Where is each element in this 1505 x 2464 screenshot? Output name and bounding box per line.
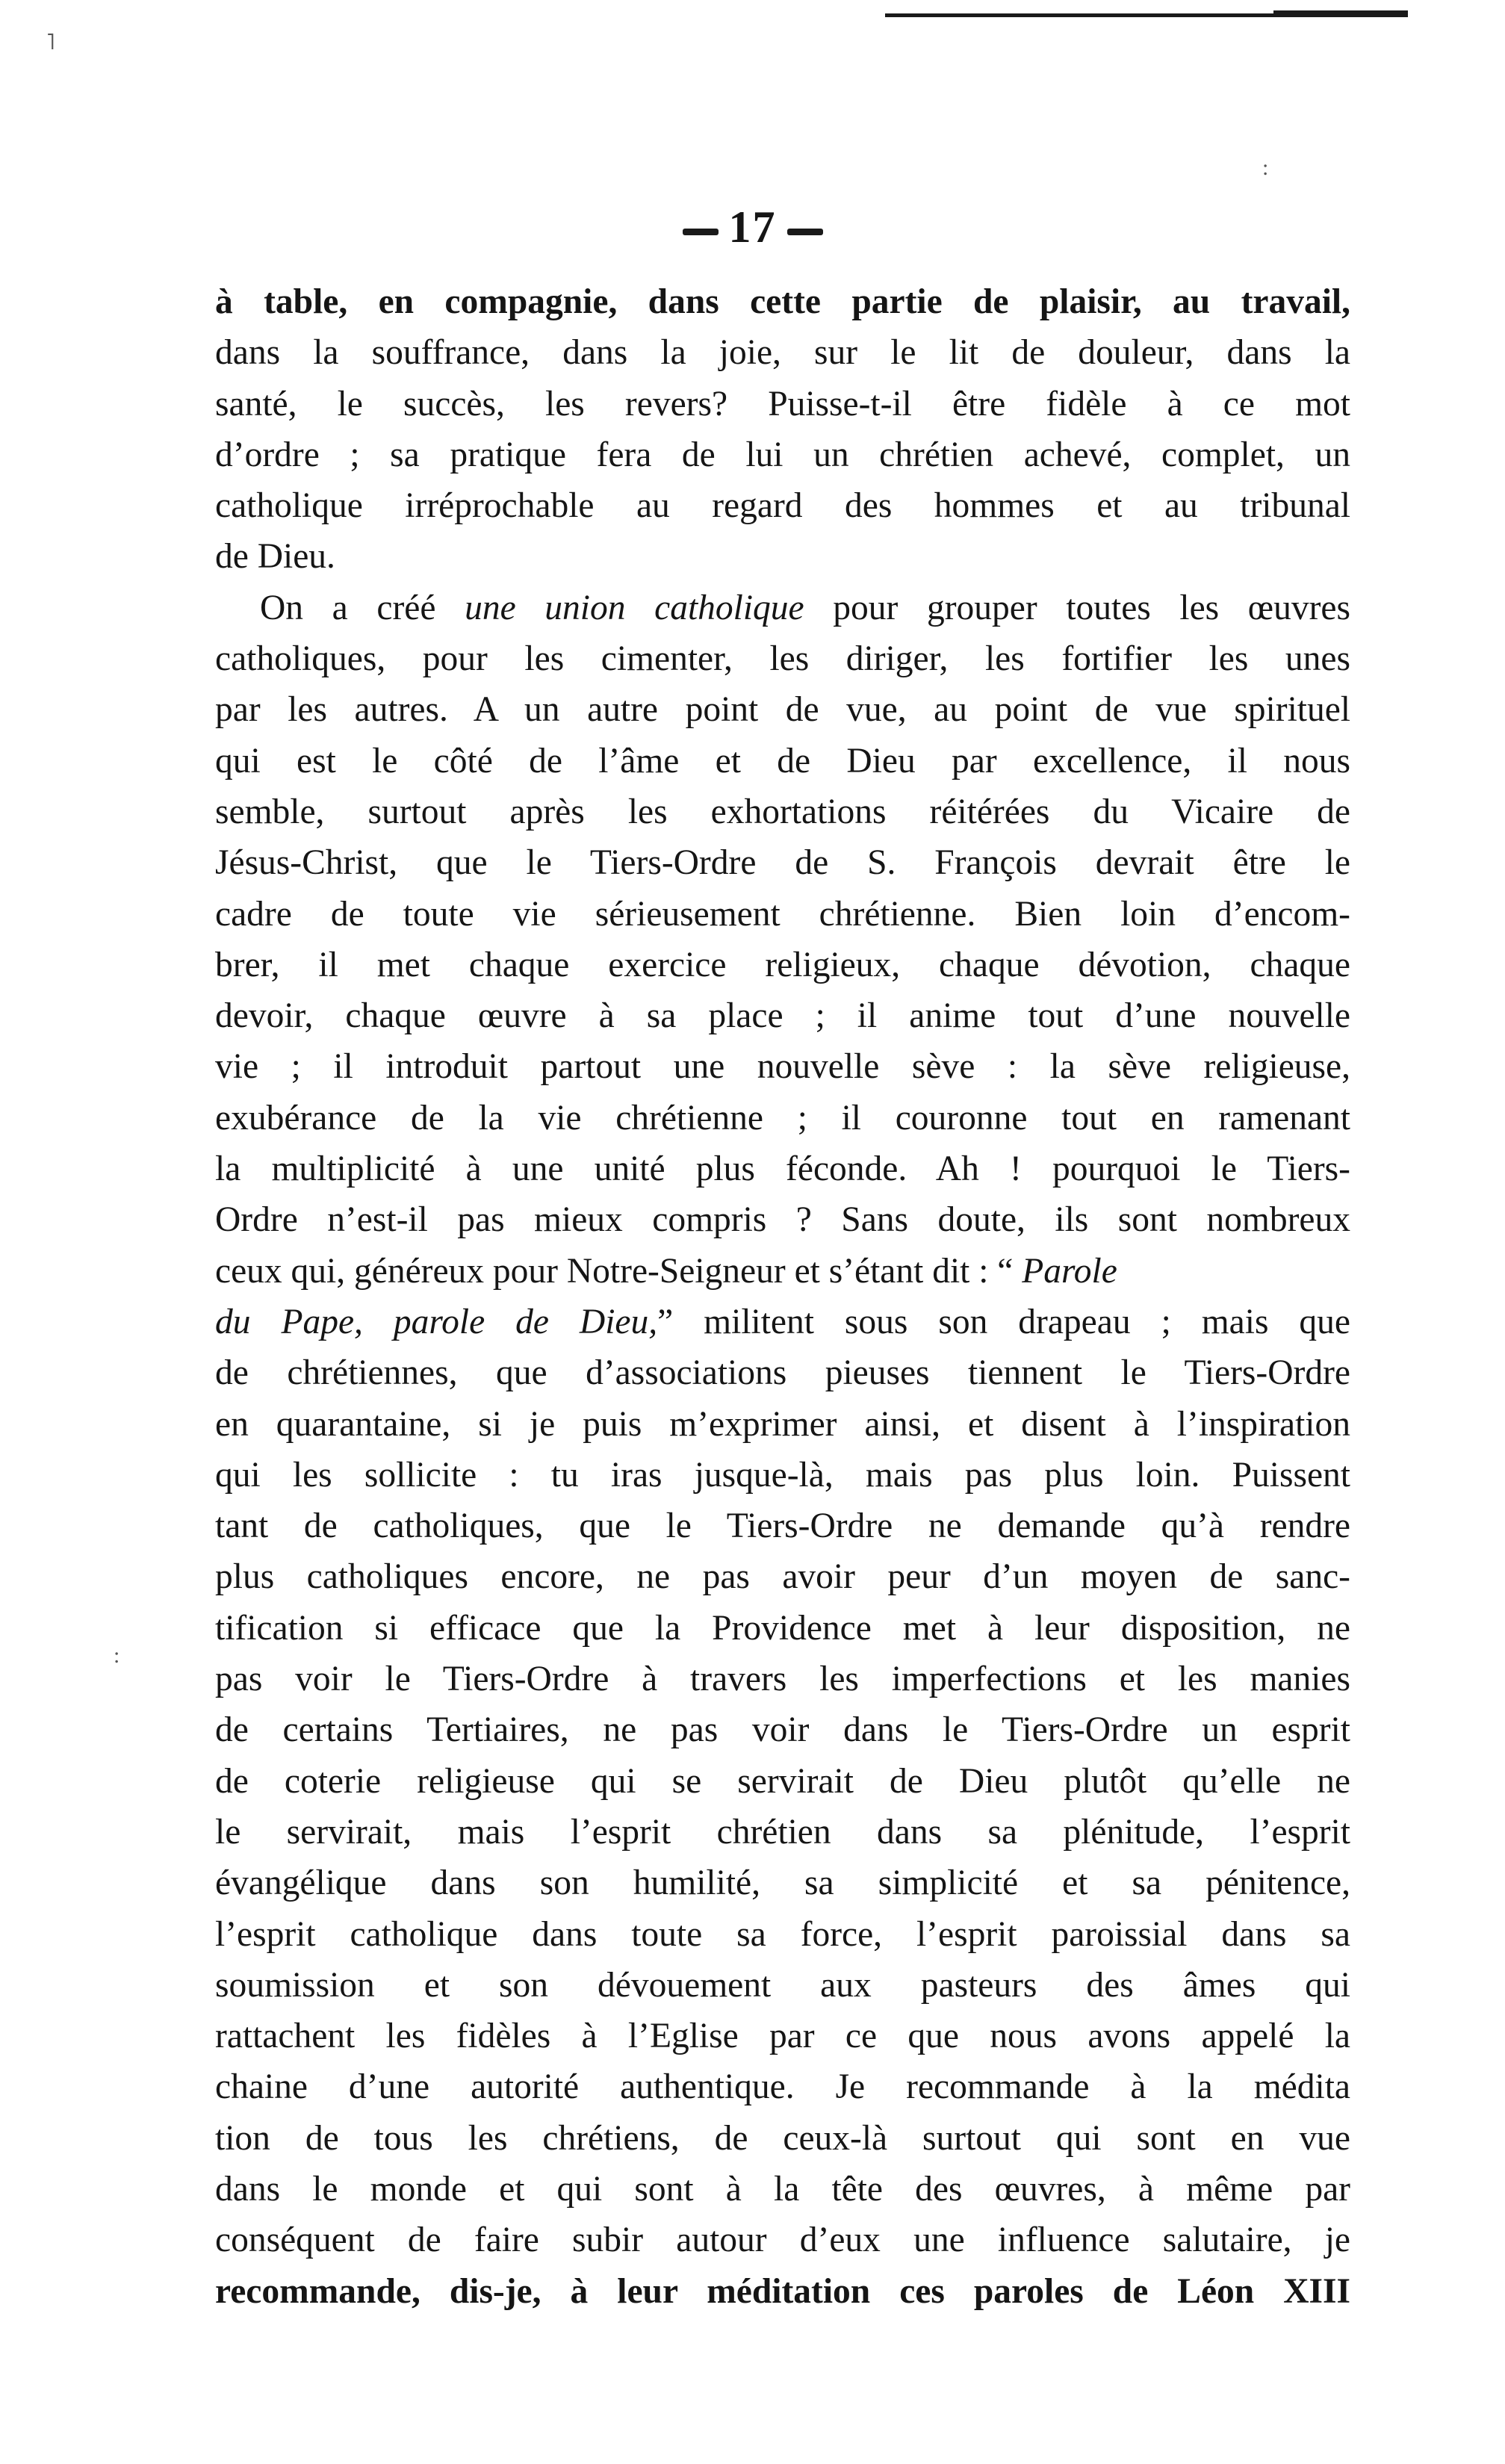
text-line bbox=[215, 1399, 1350, 1450]
margin-mark-top-right: : bbox=[1262, 155, 1269, 180]
line-text: recommande, dis-je, à leur méditation ces paroles de Léon XIII bbox=[215, 2271, 1350, 2311]
line-text: vie ; il introduit partout une nouvelle sève : la sève religieuse, bbox=[215, 1047, 1350, 1087]
text-line bbox=[215, 1347, 1350, 1398]
text-line bbox=[215, 583, 1350, 633]
line-text: plus catholiques encore, ne pas avoir peur d’un moyen de sanc- bbox=[215, 1557, 1350, 1597]
text-line bbox=[215, 276, 1350, 327]
line-text: évangélique dans son humilité, sa simplicité et sa pénitence, bbox=[215, 1863, 1350, 1903]
line-text: qui les sollicite : tu iras jusque-là, mais pas plus loin. Puissent bbox=[215, 1455, 1350, 1495]
line-text: Jésus-Christ, que le Tiers-Ordre de S. François devrait être le bbox=[215, 843, 1350, 883]
line-text: de Dieu. bbox=[215, 537, 335, 577]
text-line bbox=[215, 2164, 1350, 2215]
text-line bbox=[215, 1501, 1350, 1551]
line-text-italic: du Pape, parole de Dieu, bbox=[215, 1302, 658, 1341]
text-line bbox=[215, 940, 1350, 990]
line-text: de coterie religieuse qui se servirait de Dieu plutôt qu’elle ne bbox=[215, 1761, 1350, 1801]
line-text: pour grouper toutes les œuvres bbox=[804, 588, 1350, 627]
line-text: exubérance de la vie chrétienne ; il couronne tout en ramenant bbox=[215, 1098, 1350, 1138]
text-line bbox=[215, 1603, 1350, 1654]
line-text: catholiques, pour les cimenter, les diriger, les fortifier les unes bbox=[215, 639, 1350, 679]
line-text: dans la souffrance, dans la joie, sur le lit de douleur, dans la bbox=[215, 333, 1350, 373]
text-line bbox=[215, 2113, 1350, 2164]
text-line bbox=[215, 1858, 1350, 1908]
line-text: catholique irréprochable au regard des hommes et au tribunal bbox=[215, 486, 1350, 526]
text-line bbox=[215, 1194, 1350, 1245]
text-line bbox=[215, 736, 1350, 786]
text-line bbox=[215, 1756, 1350, 1807]
line-text: de certains Tertiaires, ne pas voir dans le Tiers-Ordre un esprit bbox=[215, 1710, 1350, 1750]
line-text: cadre de toute vie sérieusement chrétienne. Bien loin d’encom- bbox=[215, 894, 1350, 934]
text-line bbox=[215, 1093, 1350, 1143]
line-text: chaine d’une autorité authentique. Je recommande à la médita bbox=[215, 2067, 1350, 2107]
line-text-italic: Parole bbox=[1022, 1251, 1117, 1291]
line-text: rattachent les fidèles à l’Eglise par ce que nous avons appelé la bbox=[215, 2017, 1350, 2056]
line-text: conséquent de faire subir autour d’eux une influence salutaire, je bbox=[215, 2221, 1350, 2260]
top-scan-rule bbox=[885, 13, 1408, 17]
text-line bbox=[215, 684, 1350, 735]
line-text: pas voir le Tiers-Ordre à travers les imperfections et les manies bbox=[215, 1660, 1350, 1699]
text-line bbox=[215, 1551, 1350, 1602]
text-line bbox=[215, 379, 1350, 429]
line-text-italic: une union catholique bbox=[465, 588, 804, 627]
body-text bbox=[215, 276, 1350, 2317]
line-text: tion de tous les chrétiens, de ceux-là surtout qui sont en vue bbox=[215, 2118, 1350, 2158]
line-text: l’esprit catholique dans toute sa force, l’esprit paroissial dans sa bbox=[215, 1914, 1350, 1954]
text-line bbox=[215, 2215, 1350, 2265]
text-line bbox=[215, 1909, 1350, 1960]
text-line bbox=[215, 1654, 1350, 1704]
line-text: ” militent sous son drapeau ; mais que bbox=[657, 1302, 1350, 1341]
text-line bbox=[215, 786, 1350, 837]
page-number: 17 bbox=[728, 202, 777, 252]
margin-mark-left: : bbox=[114, 1643, 120, 1668]
text-line bbox=[215, 1807, 1350, 1858]
line-text: devoir, chaque œuvre à sa place ; il anime tout d’une nouvelle bbox=[215, 996, 1350, 1036]
header-ornament-right bbox=[787, 229, 823, 235]
line-text: tant de catholiques, que le Tiers-Ordre ne demande qu’à rendre bbox=[215, 1506, 1350, 1546]
line-text: santé, le succès, les revers? Puisse-t-il être fidèle à ce mot bbox=[215, 384, 1350, 423]
text-line bbox=[215, 990, 1350, 1041]
line-text: à table, en compagnie, dans cette partie de plaisir, au travail, bbox=[215, 282, 1350, 321]
text-line bbox=[215, 1143, 1350, 1194]
line-text: la multiplicité à une unité plus féconde. Ah ! pourquoi le Tiers- bbox=[215, 1149, 1350, 1189]
text-line bbox=[215, 2011, 1350, 2061]
text-line bbox=[215, 837, 1350, 888]
header-ornament-left bbox=[683, 229, 719, 235]
text-line bbox=[215, 633, 1350, 684]
text-line bbox=[215, 327, 1350, 378]
text-line bbox=[215, 1960, 1350, 2011]
text-line bbox=[215, 2266, 1350, 2317]
line-text: de chrétiennes, que d’associations pieuses tiennent le Tiers-Ordre bbox=[215, 1353, 1350, 1393]
line-text: tification si efficace que la Providence met à leur disposition, ne bbox=[215, 1608, 1350, 1648]
text-line bbox=[215, 1246, 1350, 1297]
text-line bbox=[215, 1041, 1350, 1092]
text-line bbox=[215, 480, 1350, 531]
margin-mark-top-left: ˥ bbox=[46, 30, 55, 55]
line-text: par les autres. A un autre point de vue, au point de vue spirituel bbox=[215, 690, 1350, 730]
text-line bbox=[215, 2061, 1350, 2112]
line-text: d’ordre ; sa pratique fera de lui un chrétien achevé, complet, un bbox=[215, 435, 1350, 474]
line-text: dans le monde et qui sont à la tête des œuvres, à même par bbox=[215, 2169, 1350, 2209]
text-line bbox=[215, 531, 1350, 582]
line-text: brer, il met chaque exercice religieux, chaque dévotion, chaque bbox=[215, 945, 1350, 984]
text-line bbox=[215, 1704, 1350, 1755]
text-line bbox=[215, 1450, 1350, 1501]
line-text: On a créé bbox=[260, 588, 465, 627]
text-line bbox=[215, 429, 1350, 480]
line-text: le servirait, mais l’esprit chrétien dans sa plénitude, l’esprit bbox=[215, 1812, 1350, 1852]
line-text: Ordre n’est-il pas mieux compris ? Sans doute, ils sont nombreux bbox=[215, 1200, 1350, 1240]
line-text: qui est le côté de l’âme et de Dieu par excellence, il nous bbox=[215, 741, 1350, 781]
page-header bbox=[0, 202, 1505, 253]
line-text: soumission et son dévouement aux pasteurs des âmes qui bbox=[215, 1965, 1350, 2005]
text-line bbox=[215, 1297, 1350, 1347]
line-text: en quarantaine, si je puis m’exprimer ainsi, et disent à l’inspiration bbox=[215, 1404, 1350, 1444]
line-text: semble, surtout après les exhortations réitérées du Vicaire de bbox=[215, 792, 1350, 831]
text-line bbox=[215, 889, 1350, 940]
line-text: ceux qui, généreux pour Notre-Seigneur et s’étant dit : “ bbox=[215, 1251, 1023, 1291]
